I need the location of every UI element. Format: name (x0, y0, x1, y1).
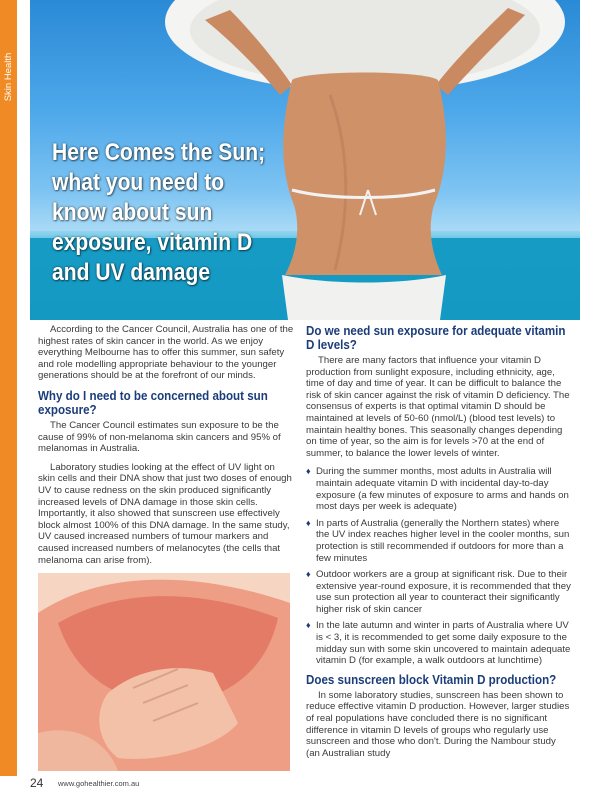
section-heading: Do we need sun exposure for adequate vitamin D levels? (306, 324, 566, 352)
article-title (52, 138, 293, 288)
diamond-bullet-icon: ♦ (306, 569, 311, 580)
sunburned-shoulder-illustration (38, 573, 290, 771)
body-paragraph: In some laboratory studies, sunscreen has been shown to reduce effective vitamin D production. However, larger studies of real populations have concluded there is no significant difference in vitamin D levels of groups who regularly use sunscreen and those who don't. During the Nambour study (an Australian study (306, 689, 570, 759)
title-line: exposure, vitamin D (52, 229, 253, 256)
list-item (306, 518, 572, 564)
section-heading: Does sunscreen block Vitamin D production? (306, 672, 557, 687)
bullet-list (306, 466, 572, 667)
right-column (306, 324, 572, 766)
list-item (306, 569, 572, 615)
page-number: 24 (30, 776, 44, 790)
title-line: what you need to (52, 169, 225, 196)
intro-paragraph: According to the Cancer Council, Australia has one of the highest rates of skin cancer in the world. As we enjoy everything Melbourne has to offer this summer, sun safety and role modelling appropriate behaviour to the younger generations should be at the forefront of our minds. (38, 324, 294, 382)
body-paragraph: Laboratory studies looking at the effect of UV light on skin cells and their DNA show that just two doses of enough UV to cause redness on the skin produced significantly increased levels of DNA damage in those skin cells. Importantly, it also showed that sunscreen use effectively block almost 100% of this DNA damage. In the same study, UV caused increased numbers of tumour markers and caused increased numbers of melanocytes (the cells that melanoma can arise from). (38, 461, 292, 566)
list-item-text: In parts of Australia (generally the Northern states) where the UV index reaches higher level in the cooler months, sun protection is still recommended if outdoors for more than a few minutes (316, 517, 570, 564)
title-line: Here Comes the Sun; (52, 139, 266, 166)
left-column (38, 324, 294, 573)
body-paragraph: There are many factors that influence your vitamin D production from sunlight exposure, including ethnicity, age, time of day and time of year. It can be difficult to balance the risk of skin cancer against the risk of vitamin D deficiency. The consensus of experts is that optimal vitamin D should be maintained at levels of 50-60 (nmol/L) (blood test levels) to maintain healthy bones. This seasonally changes depending on time of year, so the aim is for levels >70 at the end of summer, to balance the lower levels of winter. (306, 355, 570, 459)
title-line: know about sun (52, 199, 213, 226)
diamond-bullet-icon: ♦ (306, 517, 311, 528)
list-item (306, 620, 572, 666)
hero-photo (30, 0, 580, 320)
page-footer (30, 776, 570, 792)
section-side-tab (0, 0, 17, 776)
footer-website: www.gohealthier.com.au (58, 779, 140, 788)
title-line: and UV damage (52, 259, 211, 286)
diamond-bullet-icon: ♦ (306, 466, 311, 477)
list-item-text: Outdoor workers are a group at significant risk. Due to their extensive year-round exposure, it is recommended that they use sun protection all year to counteract their significantly higher risk of skin cancer (316, 569, 571, 615)
list-item-text: In the late autumn and winter in parts of Australia where UV is < 3, it is recommended to get some daily exposure to the midday sun with some skin uncovered to maintain adequate vitamin D (for example, a walk outdoors at lunchtime) (316, 620, 571, 667)
sunburn-photo (38, 573, 290, 771)
list-item-text: During the summer months, most adults in Australia will maintain adequate vitamin D with incidental day-to-day exposure (a few minutes of exposure to arms and hands on most days per week is adequate) (316, 466, 569, 513)
diamond-bullet-icon: ♦ (306, 620, 311, 631)
section-heading: Why do I need to be concerned about sun exposure? (38, 388, 268, 417)
body-paragraph: The Cancer Council estimates sun exposure to be the cause of 99% of non-melanoma skin cancers and 95% of melanomas in Australia. (38, 419, 281, 455)
list-item (306, 466, 572, 512)
section-label: Skin Health (3, 52, 14, 102)
